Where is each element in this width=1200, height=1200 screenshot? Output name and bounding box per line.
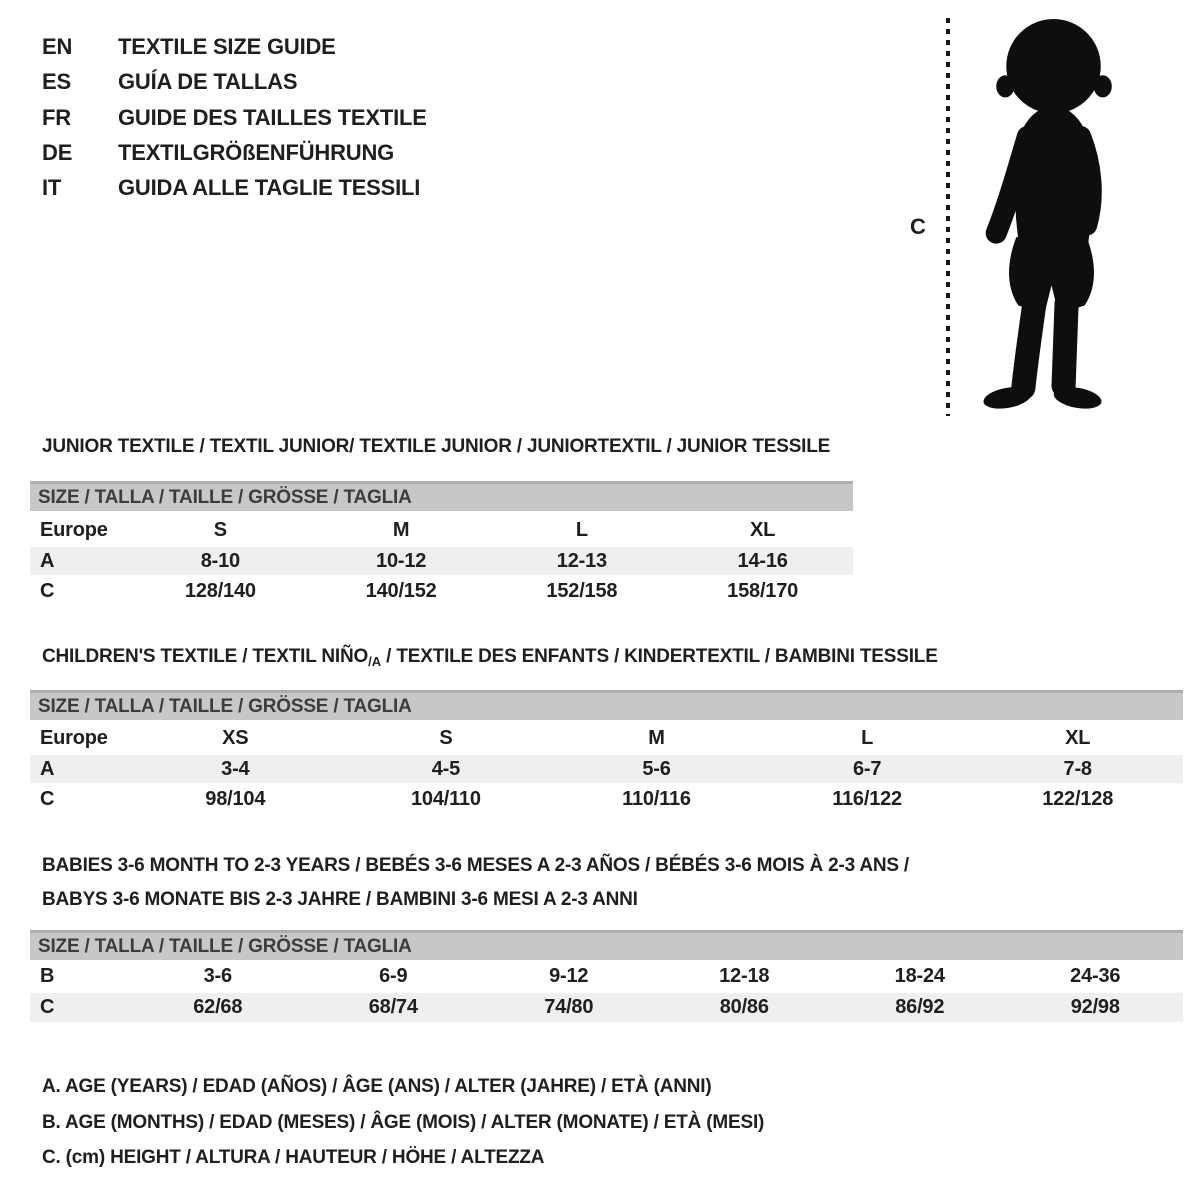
childrens-size-header-text: SIZE / TALLA / TAILLE / GRÖSSE / TAGLIA (38, 695, 412, 717)
junior-size-column: M (392, 519, 410, 541)
junior-size-column: XL (750, 519, 776, 541)
babies-months-cell: 3-6 (203, 965, 232, 987)
row-label-b: B (40, 965, 55, 987)
babies-size-header-text: SIZE / TALLA / TAILLE / GRÖSSE / TAGLIA (38, 935, 412, 957)
junior-height-cell: 140/152 (365, 580, 437, 602)
childrens-size-column: M (648, 727, 665, 749)
childrens-age-cell: 7-8 (1063, 757, 1092, 780)
language-code: DE (42, 139, 73, 165)
junior-table-header-row (30, 514, 853, 547)
childrens-height-cell: 104/110 (410, 788, 481, 810)
babies-size-header-bar (30, 930, 1183, 960)
toddler-silhouette-image (963, 16, 1138, 418)
legend-height-cm: C. (cm) HEIGHT / ALTURA / HAUTEUR / HÖHE / ALTEZZA (42, 1147, 545, 1168)
childrens-size-column: S (439, 727, 453, 749)
babies-months-cell: 6-9 (379, 965, 408, 987)
row-label-c: C (40, 788, 55, 810)
childrens-title-subscript: /A (368, 654, 382, 669)
language-row-fr (42, 100, 427, 135)
childrens-height-row (30, 783, 1183, 816)
guide-title-fr: GUIDE DES TAILLES TEXTILE (118, 104, 427, 130)
babies-height-cell: 92/98 (1070, 996, 1120, 1018)
babies-height-cell: 80/86 (719, 996, 769, 1018)
childrens-title-main: CHILDREN'S TEXTILE / TEXTIL NIÑO (42, 646, 369, 667)
language-title-list (42, 29, 427, 205)
row-label-c: C (40, 996, 55, 1018)
babies-months-cell: 12-18 (719, 965, 770, 987)
babies-months-cell: 24-36 (1070, 965, 1121, 987)
junior-height-cell: 128/140 (184, 580, 256, 602)
guide-title-de: TEXTILGRÖßENFÜHRUNG (118, 139, 395, 165)
childrens-region-label: Europe (40, 727, 108, 749)
row-label-a: A (40, 757, 55, 780)
childrens-height-cell: 122/128 (1042, 788, 1114, 810)
height-measure-dashed-line (946, 18, 950, 416)
childrens-section-title (42, 646, 938, 669)
babies-months-cell: 18-24 (894, 965, 945, 987)
babies-height-row (30, 993, 1183, 1022)
junior-size-column: S (213, 519, 227, 541)
babies-section-title (42, 849, 909, 916)
junior-height-row (30, 575, 853, 608)
childrens-height-cell: 110/116 (622, 788, 691, 810)
language-code: EN (42, 34, 73, 59)
junior-age-cell: 10-12 (376, 549, 427, 572)
junior-size-header-bar (30, 481, 853, 511)
language-code: IT (42, 175, 62, 201)
junior-size-column: L (575, 519, 588, 541)
babies-title-line1: BABIES 3-6 MONTH TO 2-3 YEARS / BEBÉS 3-6 MESES A 2-3 AÑOS / BÉBÉS 3-6 MOIS À 2-3 ANS / (42, 855, 910, 876)
childrens-height-cell: 116/122 (832, 788, 902, 810)
height-measure-label: C (910, 214, 926, 239)
childrens-age-row (30, 755, 1183, 783)
junior-section-title: JUNIOR TEXTILE / TEXTIL JUNIOR/ TEXTILE JUNIOR / JUNIORTEXTIL / JUNIOR TESSILE (42, 436, 831, 457)
junior-height-cell: 158/170 (727, 580, 799, 602)
language-row-de (42, 135, 427, 170)
childrens-age-cell: 6-7 (852, 757, 882, 780)
junior-age-cell: 14-16 (737, 549, 788, 572)
babies-months-row (30, 960, 1183, 993)
childrens-size-header-bar (30, 690, 1183, 720)
junior-height-cell: 152/158 (546, 580, 618, 602)
childrens-age-cell: 5-6 (642, 757, 671, 780)
junior-region-label: Europe (40, 519, 108, 541)
language-row-es (42, 64, 427, 99)
childrens-title-rest: / TEXTILE DES ENFANTS / KINDERTEXTIL / BAMBINI TESSILE (381, 646, 938, 667)
childrens-size-column: XL (1065, 727, 1091, 749)
row-label-a: A (40, 549, 55, 572)
childrens-height-cell: 98/104 (205, 788, 266, 810)
babies-height-cell: 68/74 (368, 996, 418, 1018)
junior-size-header-text: SIZE / TALLA / TAILLE / GRÖSSE / TAGLIA (38, 486, 412, 508)
language-row-it (42, 170, 427, 205)
junior-age-row (30, 547, 853, 575)
guide-title-es: GUÍA DE TALLAS (118, 69, 298, 95)
junior-age-cell: 12-13 (556, 549, 607, 572)
language-row-en (42, 29, 427, 64)
guide-title-it: GUIDA ALLE TAGLIE TESSILI (118, 175, 421, 201)
babies-height-cell: 74/80 (544, 996, 594, 1018)
guide-title-en: TEXTILE SIZE GUIDE (118, 34, 336, 59)
childrens-table-header-row (30, 722, 1183, 755)
childrens-age-cell: 3-4 (221, 757, 250, 780)
babies-months-cell: 9-12 (549, 965, 589, 987)
childrens-age-cell: 4-5 (431, 757, 461, 780)
childrens-size-column: L (861, 727, 874, 749)
childrens-size-column: XS (222, 727, 249, 749)
legend-age-months: B. AGE (MONTHS) / EDAD (MESES) / ÂGE (MOIS) / ALTER (MONATE) / ETÀ (MESI) (42, 1111, 765, 1133)
legend-age-years: A. AGE (YEARS) / EDAD (AÑOS) / ÂGE (ANS) / ALTER (JAHRE) / ETÀ (ANNI) (42, 1076, 712, 1097)
language-code: ES (42, 69, 71, 95)
measurement-legend (42, 1069, 764, 1176)
junior-age-cell: 8-10 (200, 549, 240, 572)
babies-height-cell: 86/92 (895, 996, 945, 1018)
language-code: FR (42, 104, 71, 130)
babies-title-line2: BABYS 3-6 MONATE BIS 2-3 JAHRE / BAMBINI 3-6 MESI A 2-3 ANNI (42, 888, 638, 910)
row-label-c: C (40, 580, 55, 602)
babies-height-cell: 62/68 (193, 996, 243, 1018)
